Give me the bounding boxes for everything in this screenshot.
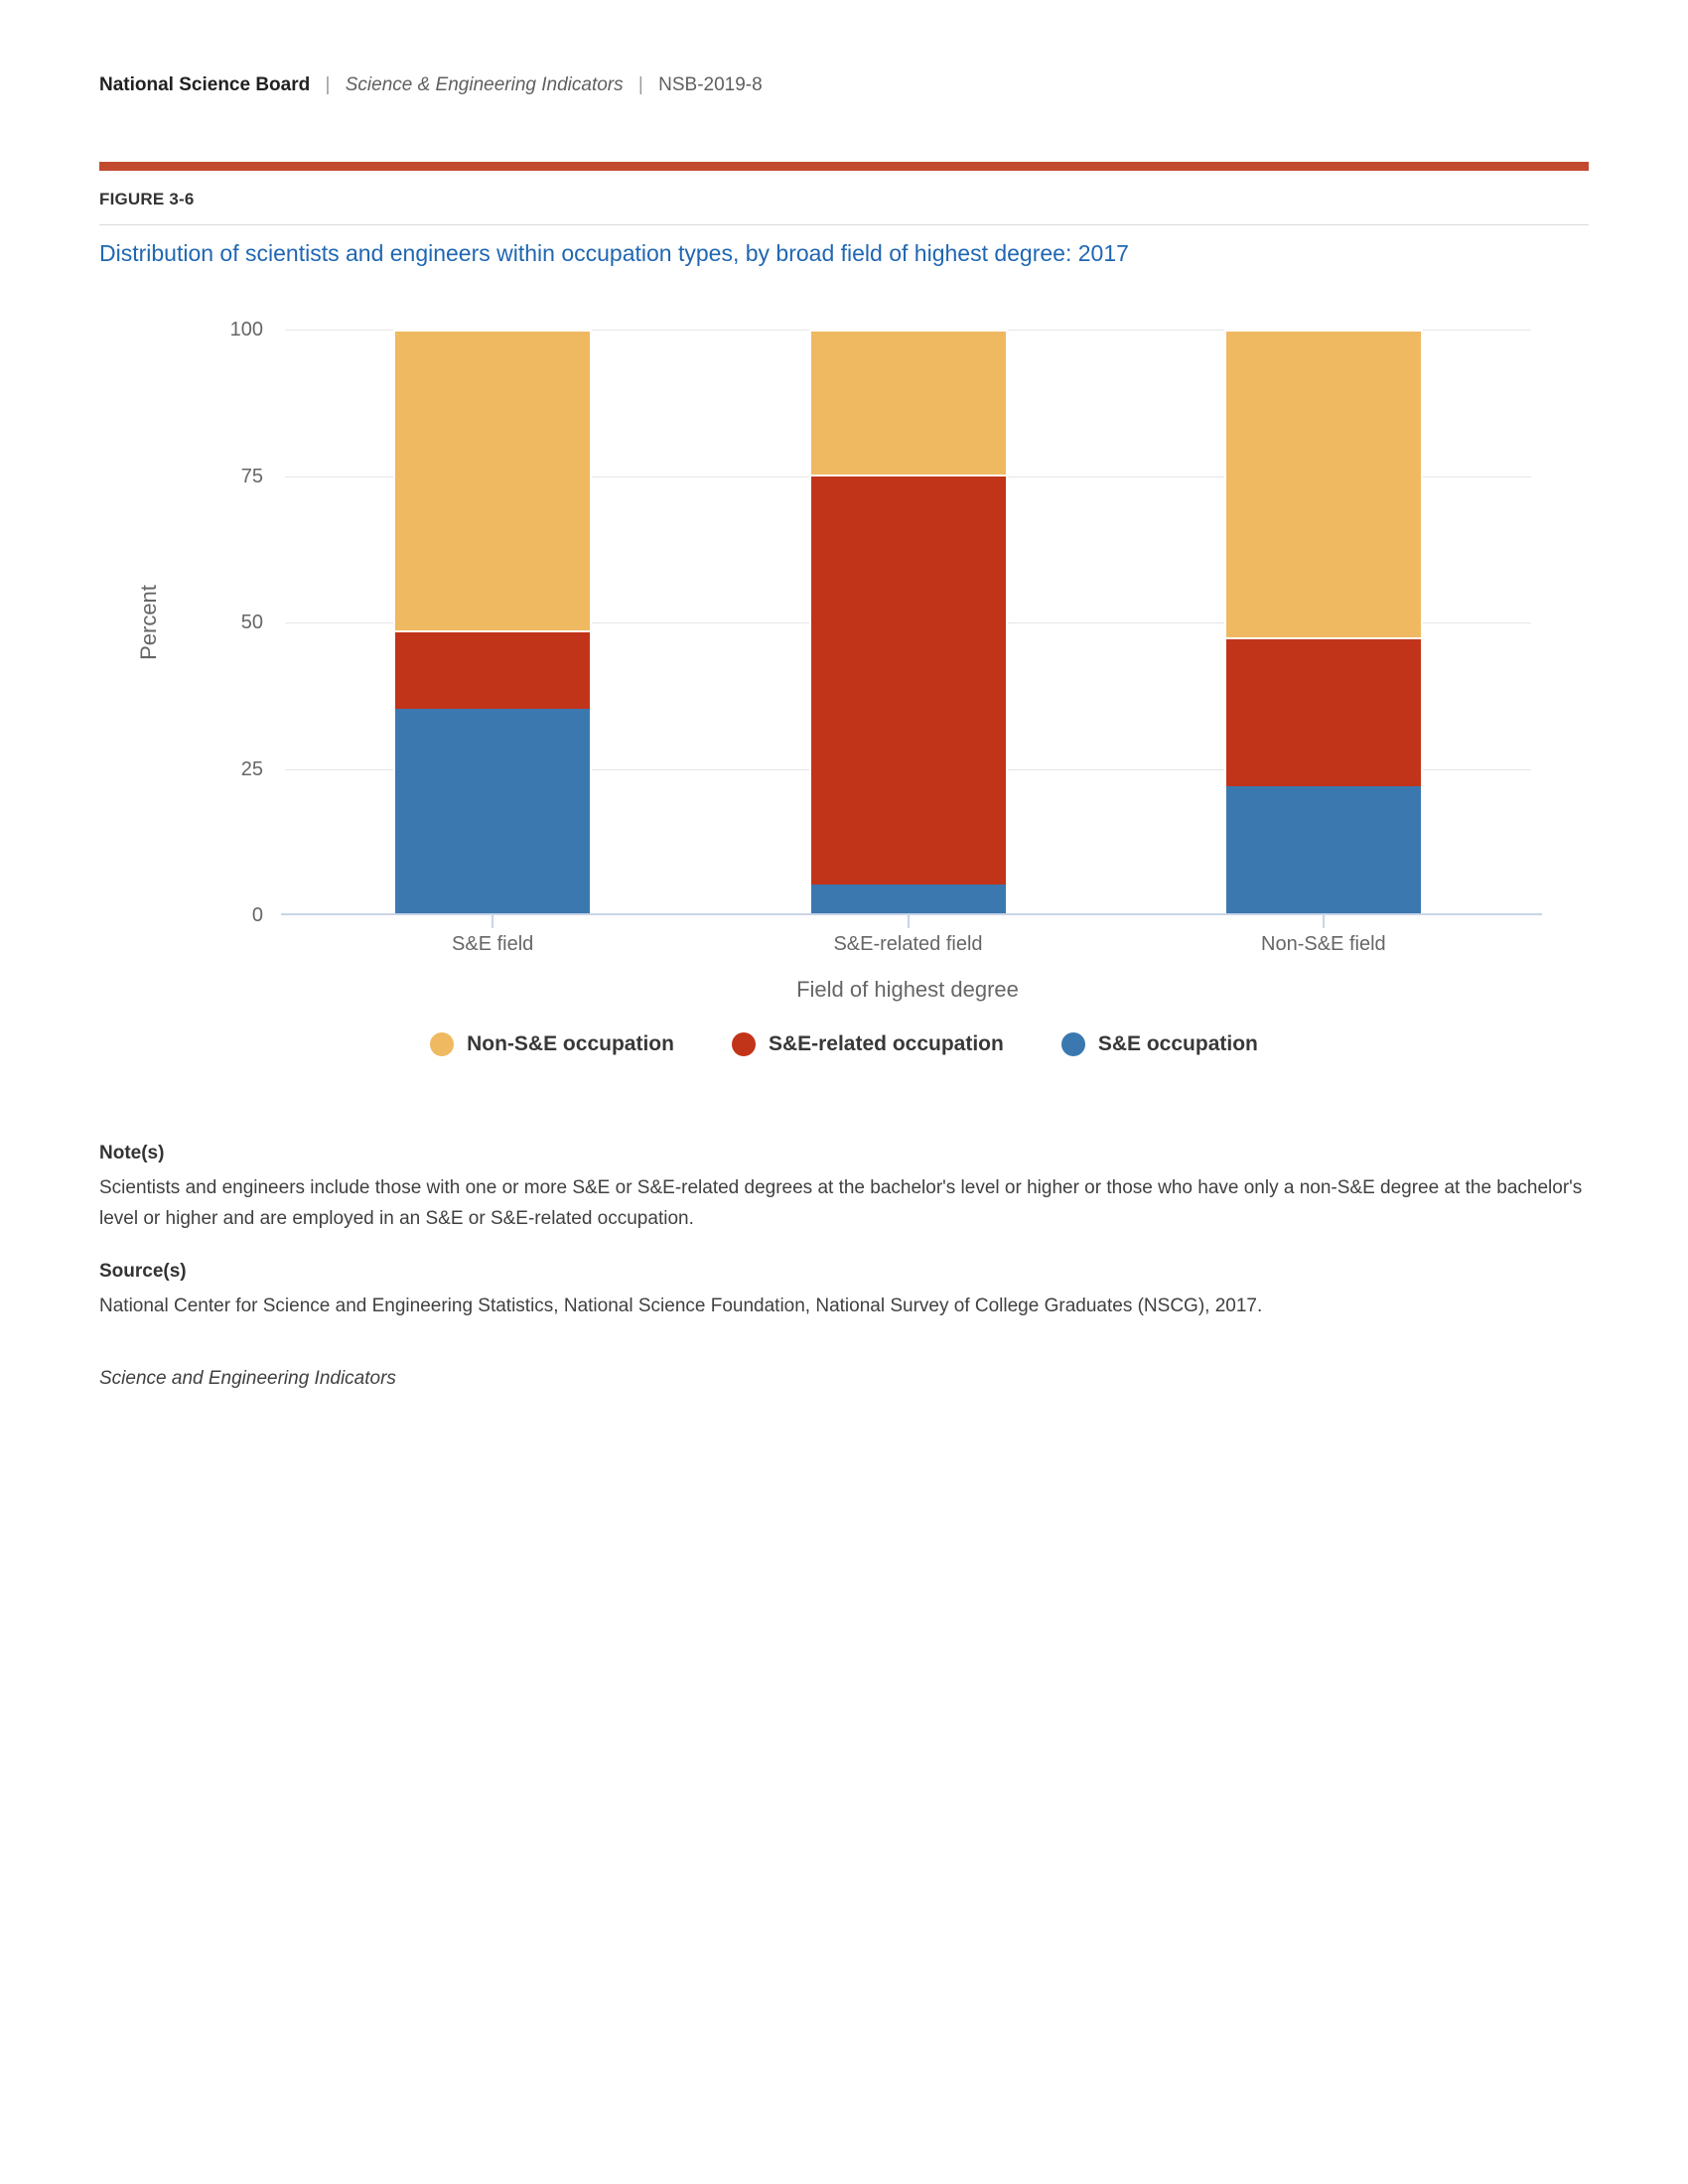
bar-segment-s-e-related-occupation[interactable] bbox=[393, 630, 592, 709]
bar-segment-s-e-related-occupation[interactable] bbox=[809, 475, 1008, 884]
legend-marker-icon bbox=[430, 1032, 454, 1056]
header-report-id: NSB-2019-8 bbox=[658, 74, 763, 95]
legend-item-non-s-e-occupation[interactable] bbox=[430, 1032, 674, 1056]
x-axis-title: Field of highest degree bbox=[796, 977, 1019, 1002]
x-axis-tick-3 bbox=[1323, 915, 1325, 928]
bar-segment-s-e-occupation[interactable] bbox=[809, 885, 1008, 915]
bar-column-3 bbox=[1224, 330, 1423, 915]
header-brand: National Science Board bbox=[99, 74, 311, 95]
notes-heading: Note(s) bbox=[99, 1143, 165, 1163]
y-axis-tick-labels bbox=[149, 319, 263, 926]
publication-name: Science and Engineering Indicators bbox=[99, 1368, 396, 1389]
figure-label: FIGURE 3-6 bbox=[99, 190, 195, 208]
sources-heading: Source(s) bbox=[99, 1261, 187, 1282]
legend-marker-icon bbox=[1061, 1032, 1085, 1056]
bar-column-1 bbox=[393, 330, 592, 915]
sources-body: National Center for Science and Engineering Statistics, National Science Foundation, National Survey of College Graduates (NSCG), 2017. bbox=[99, 1296, 1263, 1316]
header-separator: | bbox=[637, 74, 643, 95]
bar-segment-s-e-related-occupation[interactable] bbox=[1224, 637, 1423, 786]
y-axis-title-text: Percent bbox=[136, 585, 162, 660]
chart-title: Distribution of scientists and engineers within occupation types, by broad field of highest degree: 2017 bbox=[99, 240, 1129, 266]
legend-label: S&E-related occupation bbox=[768, 1032, 1004, 1055]
notes-section bbox=[99, 1138, 1594, 1394]
bar-segment-non-s-e-occupation[interactable] bbox=[809, 330, 1008, 475]
y-tick-label-100: 100 bbox=[229, 319, 263, 341]
accent-rule bbox=[99, 162, 1589, 171]
y-tick-label-25: 25 bbox=[240, 757, 263, 780]
header-separator: | bbox=[325, 74, 331, 95]
plot-area bbox=[285, 330, 1531, 915]
y-tick-label-50: 50 bbox=[240, 612, 263, 633]
bar-column-2 bbox=[809, 330, 1008, 915]
report-header bbox=[99, 74, 1589, 96]
header-publication: Science & Engineering Indicators bbox=[345, 74, 624, 95]
x-axis-tick-1 bbox=[492, 915, 493, 928]
legend-label: Non-S&E occupation bbox=[467, 1032, 674, 1055]
bar-segment-non-s-e-occupation[interactable] bbox=[1224, 330, 1423, 637]
x-category-label-3: Non-S&E field bbox=[1261, 933, 1386, 955]
chart-legend bbox=[99, 1032, 1589, 1056]
figure-divider bbox=[99, 224, 1589, 225]
y-tick-label-75: 75 bbox=[240, 465, 263, 487]
notes-body: Scientists and engineers include those with one or more S&E or S&E-related degrees at the bachelor's level or higher or those who have only a non-S&E degree at the bachelor's level or higher and are employed in an S&E or S&E-related occupation. bbox=[99, 1177, 1583, 1229]
bar-segment-s-e-occupation[interactable] bbox=[1224, 786, 1423, 915]
legend-item-s-e-occupation[interactable] bbox=[1061, 1032, 1258, 1056]
legend-item-s-e-related-occupation[interactable] bbox=[732, 1032, 1004, 1056]
bar-segment-non-s-e-occupation[interactable] bbox=[393, 330, 592, 630]
legend-marker-icon bbox=[732, 1032, 756, 1056]
x-category-label-2: S&E-related field bbox=[833, 933, 983, 955]
bar-segment-s-e-occupation[interactable] bbox=[393, 709, 592, 915]
y-tick-label-0: 0 bbox=[251, 904, 263, 926]
x-axis-baseline bbox=[281, 913, 1542, 915]
x-axis-tick-2 bbox=[908, 915, 910, 928]
legend-label: S&E occupation bbox=[1097, 1032, 1258, 1055]
x-category-label-1: S&E field bbox=[452, 933, 534, 955]
